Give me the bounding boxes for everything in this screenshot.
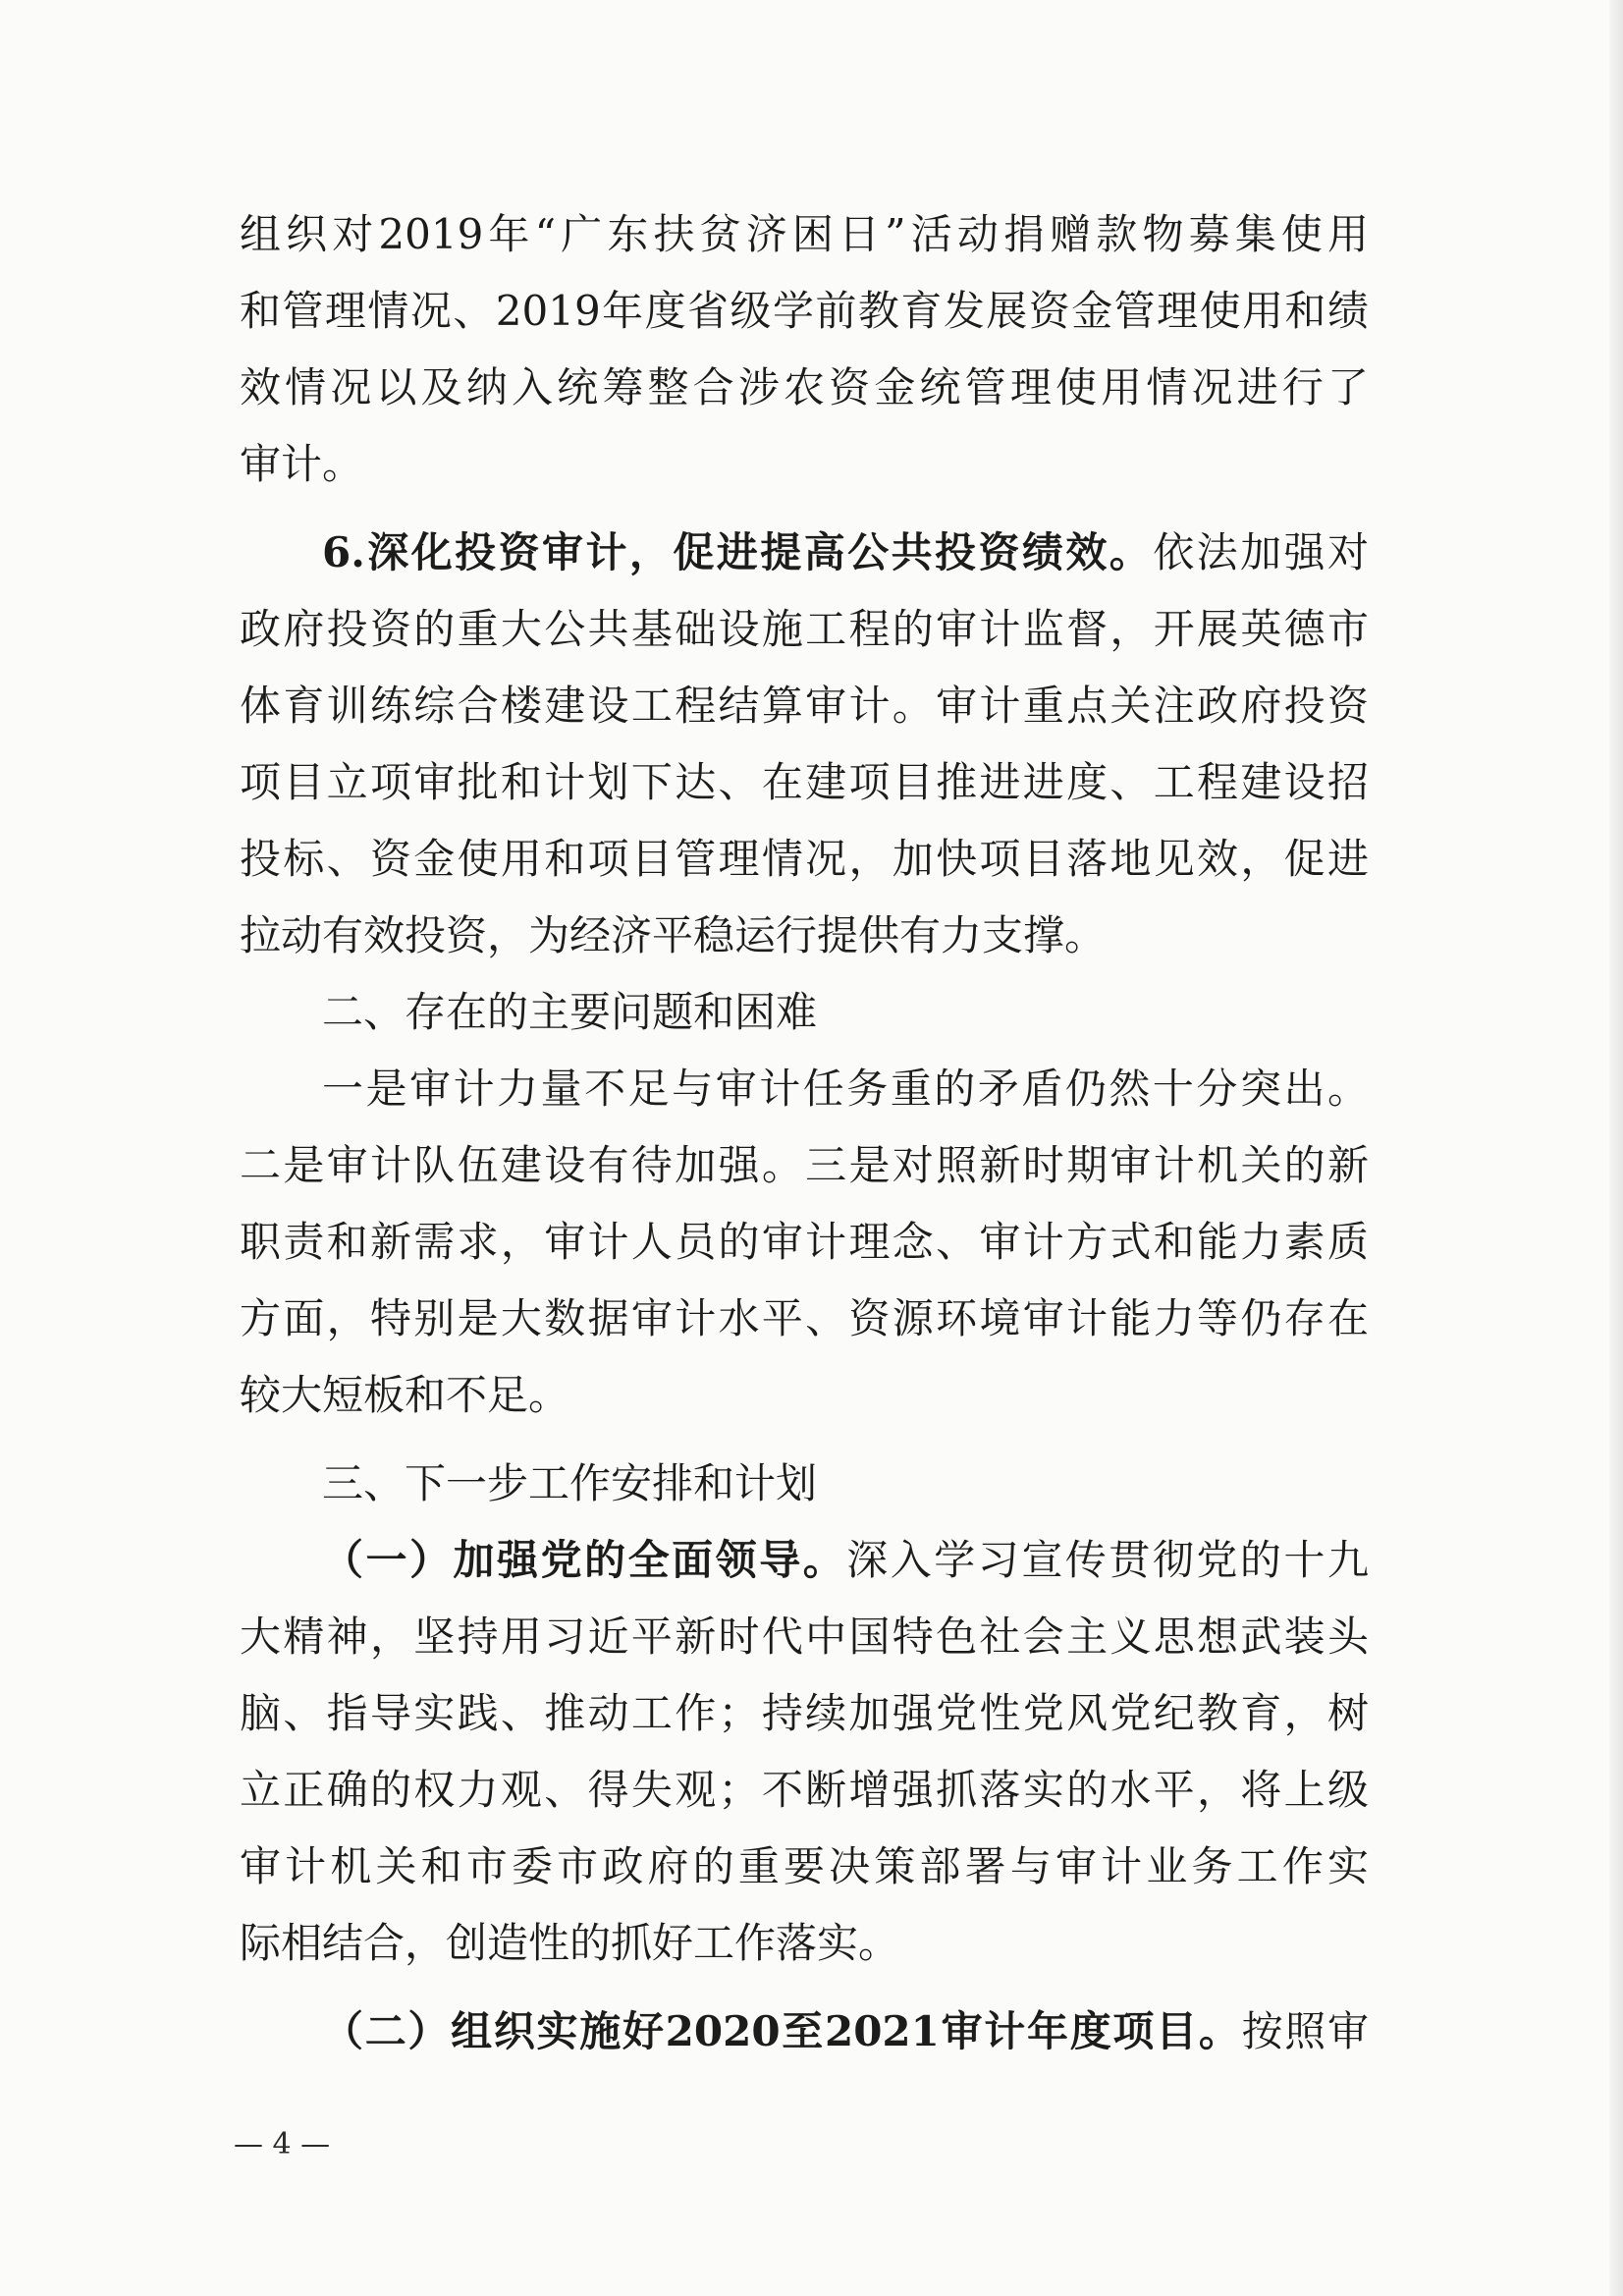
- item-2-title: （二）组织实施好2020至2021审计年度项目。: [322, 2007, 1242, 2055]
- text-line: 效情况以及纳入统筹整合涉农资金统管理使用情况进行了: [240, 363, 1369, 411]
- paragraph-audit-projects: [240, 1994, 1369, 2070]
- text-line: 体育训练综合楼建设工程结算审计。审计重点关注政府投资: [240, 682, 1369, 730]
- text-line: 政府投资的重大公共基础设施工程的审计监督，开展英德市: [240, 605, 1369, 653]
- text-run: 深入学习宣传贯彻党的十九: [846, 1536, 1369, 1584]
- text-line: [240, 1994, 1369, 2070]
- item-6-title: 6.深化投资审计，促进提高公共投资绩效。: [322, 528, 1154, 576]
- text-line: 较大短板和不足。: [240, 1371, 570, 1419]
- text-line: 审计机关和市委市政府的重要决策部署与审计业务工作实: [240, 1842, 1369, 1890]
- text-line: 大精神，坚持用习近平新时代中国特色社会主义思想武装头: [240, 1613, 1369, 1661]
- document-body: [240, 196, 1369, 2070]
- paragraph-continuation: [240, 196, 1369, 503]
- text-line: 拉动有效投资，为经济平稳运行提供有力支撑。: [240, 911, 1107, 959]
- paragraph-investment-audit: [240, 515, 1369, 974]
- text-line: 方面，特别是大数据审计水平、资源环境审计能力等仍存在: [240, 1294, 1369, 1342]
- text-line: 立正确的权力观、得失观；不断增强抓落实的水平，将上级: [240, 1766, 1369, 1814]
- text-line: [240, 1522, 1369, 1599]
- text-line: 组织对2019年“广东扶贫济困日”活动捐赠款物募集使用: [240, 210, 1369, 258]
- text-line: 脑、指导实践、推动工作；持续加强党性党风党纪教育，树: [240, 1689, 1369, 1737]
- item-1-title: （一）加强党的全面领导。: [322, 1536, 847, 1584]
- text-line: 际相结合，创造性的抓好工作落实。: [240, 1919, 900, 1967]
- text-line: [240, 515, 1369, 591]
- text-line: 二是审计队伍建设有待加强。三是对照新时期审计机关的新: [240, 1141, 1369, 1189]
- paragraph-party-leadership: [240, 1522, 1369, 1982]
- text-line: 审计。: [240, 440, 364, 488]
- section-heading-next-steps: 三、下一步工作安排和计划: [322, 1459, 818, 1507]
- section-heading-problems: 二、存在的主要问题和困难: [322, 988, 818, 1036]
- text-line: 投标、资金使用和项目管理情况，加快项目落地见效，促进: [240, 835, 1369, 883]
- text-line: 职责和新需求，审计人员的审计理念、审计方式和能力素质: [240, 1218, 1369, 1266]
- text-line: 项目立项审批和计划下达、在建项目推进进度、工程建设招: [240, 758, 1369, 806]
- scan-edge: [1609, 0, 1623, 2296]
- paragraph-problems: [240, 1051, 1369, 1434]
- text-run: 按照审: [1241, 2007, 1369, 2055]
- page-number: — 4 —: [234, 2127, 331, 2161]
- text-line: 和管理情况、2019年度省级学前教育发展资金管理使用和绩: [240, 287, 1369, 335]
- text-line: 一是审计力量不足与审计任务重的矛盾仍然十分突出。: [322, 1065, 1369, 1113]
- text-run: 依法加强对: [1153, 528, 1369, 576]
